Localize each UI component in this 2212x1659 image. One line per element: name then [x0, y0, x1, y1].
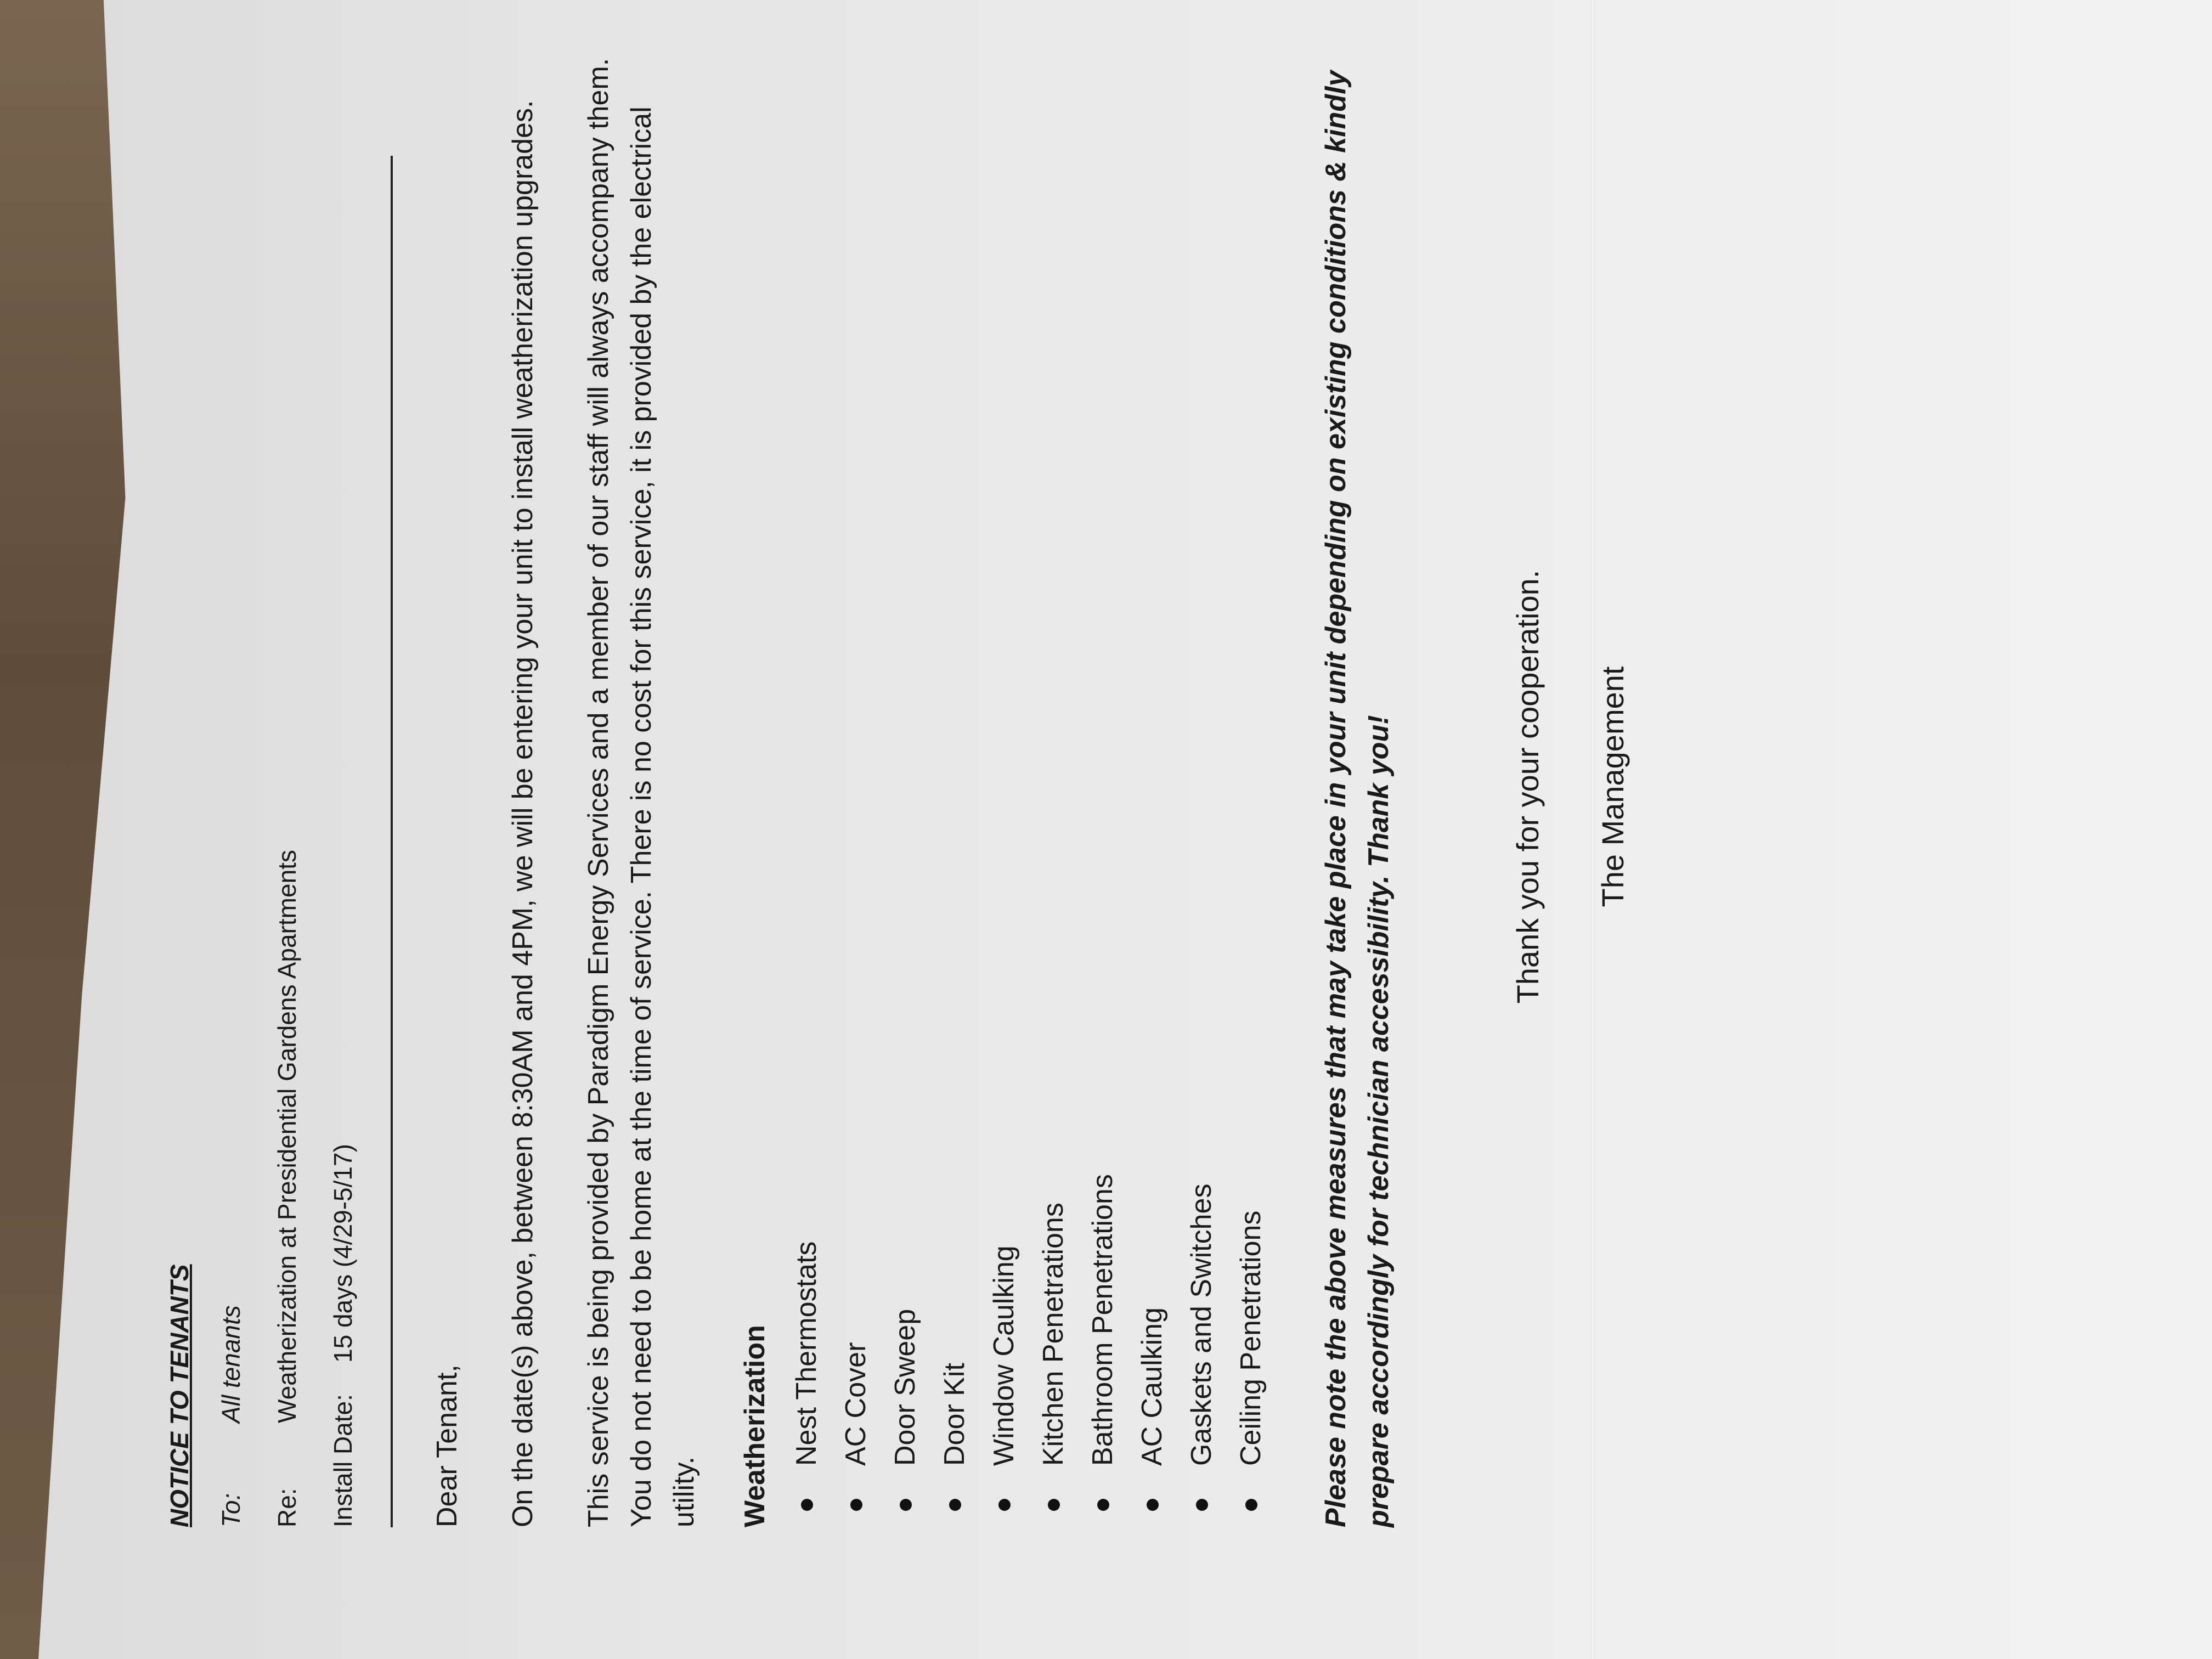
notice-heading: NOTICE TO TENANTS	[165, 1264, 194, 1527]
list-item: Bathroom Penetrations	[1079, 46, 1128, 1527]
bullet-icon	[801, 1499, 813, 1511]
weatherization-title: Weatherization	[739, 1325, 771, 1527]
bullet-icon	[1147, 1499, 1159, 1511]
to-value: All tenants	[217, 1305, 245, 1423]
divider	[391, 156, 393, 1527]
list-item: Window Caulking	[980, 46, 1029, 1527]
paragraph-dates: On the date(s) above, between 8:30AM and 4PM, we will be entering your unit to install weatherization upgrades.	[507, 100, 539, 1527]
bullet-icon	[1196, 1499, 1208, 1511]
list-item: Kitchen Penetrations	[1029, 46, 1079, 1527]
list-item: Ceiling Penetrations	[1227, 46, 1276, 1527]
bullet-icon	[850, 1499, 862, 1511]
to-label: To:	[217, 1493, 245, 1527]
re-value: Weatherization at Presidential Gardens Apartments	[273, 850, 301, 1423]
bullet-icon	[1097, 1499, 1109, 1511]
bullet-icon	[1048, 1499, 1060, 1511]
install-date-row	[328, 46, 358, 1527]
greeting: Dear Tenant,	[431, 1364, 463, 1527]
list-item: AC Caulking	[1128, 46, 1177, 1527]
bullet-icon	[998, 1499, 1011, 1511]
list-item: Door Kit	[930, 46, 980, 1527]
list-item: Nest Thermostats	[782, 46, 832, 1527]
list-item: Door Sweep	[881, 46, 930, 1527]
accessibility-note: Please note the above measures that may take place in your unit depending on existing conditions & kindly prepare accordingly for technician accessibility. Thank you!	[1319, 70, 1395, 1527]
paragraph-service: This service is being provided by Paradigm Energy Services and a member of our staff will always accompany them. You do not need to be home at the time of service. There is no cost for this service, it is provided by the electrical utility.	[583, 58, 700, 1527]
bullet-icon	[900, 1499, 912, 1511]
install-date-label: Install Date:	[329, 1394, 357, 1527]
list-item: Gaskets and Switches	[1177, 46, 1227, 1527]
signature: The Management	[1595, 666, 1630, 907]
bullet-icon	[1245, 1499, 1257, 1511]
re-row	[272, 46, 302, 1527]
bullet-icon	[949, 1499, 961, 1511]
to-row	[216, 46, 246, 1527]
thanks-line: Thank you for your cooperation.	[1510, 569, 1545, 1004]
install-date-value: 15 days (4/29-5/17)	[329, 1144, 357, 1363]
list-item: AC Cover	[832, 46, 881, 1527]
re-label: Re:	[273, 1488, 301, 1527]
weatherization-list	[782, 46, 1276, 1527]
